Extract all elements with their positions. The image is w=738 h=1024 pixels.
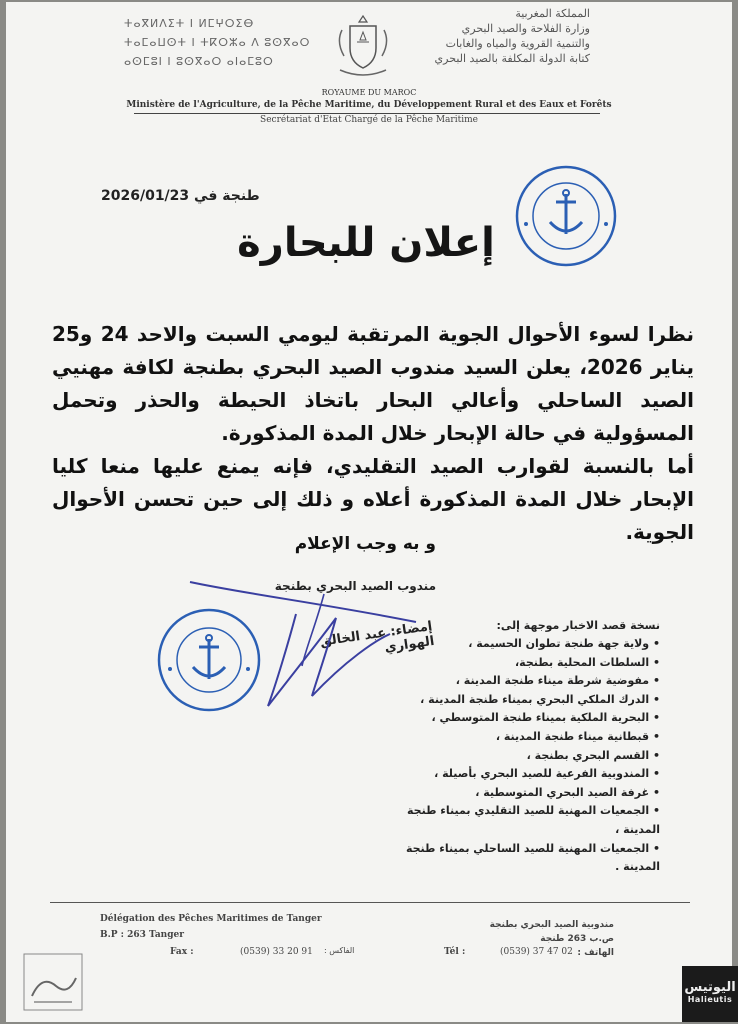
- halieutis-logo-icon: [22, 952, 84, 1012]
- notice-paragraph-1: نظرا لسوء الأحوال الجوية المرتقبة ليومي السبت والاحد 24 و25 يناير 2026، يعلن السيد مندوب الصيد البحري بطنجة لكافة مهنيي الصيد الساحلي وأعالي البحار باتخاذ الحيطة والحذر وتحمل المسؤولية في حالة الإبحار خلال المدة المذكورة.: [52, 322, 694, 445]
- list-item: • البحرية الملكية بميناء طنجة المتوسطي ،: [386, 709, 660, 728]
- watermark-logo: [682, 966, 738, 1022]
- list-item: • الدرك الملكي البحري بميناء طنجة المدينة ،: [386, 691, 660, 710]
- list-item: • غرفة الصيد البحري المتوسطية ،: [386, 784, 660, 803]
- footer-fax-number: (0539) 33 20 91: [240, 947, 313, 957]
- notice-paragraph-2: أما بالنسبة لقوارب الصيد التقليدي، فإنه يمنع عليها منعا كليا الإبحار خلال المدة المذكورة أعلاه و ذلك إلى حين تحسن الأحوال الجوية.: [52, 454, 694, 544]
- closing-line: و به وجب الإعلام: [294, 534, 436, 554]
- coat-of-arms-icon: [332, 12, 394, 78]
- copies-list: [386, 619, 660, 877]
- footer-arabic-line: ص.ب 263 طنجة: [540, 934, 614, 944]
- document-page: [6, 2, 732, 1022]
- notice-body: [52, 318, 694, 549]
- footer-po-box: B.P : 263 Tanger: [100, 930, 184, 940]
- list-item: • القسم البحري بطنجة ،: [386, 747, 660, 766]
- official-stamp-icon: [514, 164, 618, 268]
- header-tifinagh: [124, 14, 324, 71]
- header-tifinagh-line: ⵜⴰⴳⵍⴷⵉⵜ ⵏ ⵍⵎⵖⵔⵉⴱ: [124, 17, 255, 30]
- footer-delegation: Délégation des Pêches Maritimes de Tanger: [100, 914, 322, 924]
- footer-fax-label-arabic: الفاكس :: [324, 946, 355, 955]
- footer-divider: [50, 902, 690, 903]
- ministry-label: Ministère de l'Agriculture, de la Pêche Maritime, du Développement Rural et des Eaux et Forêts: [126, 100, 612, 110]
- notice-title: إعلان للبحارة: [237, 220, 495, 266]
- watermark-latin: Halieutis: [687, 995, 733, 1004]
- list-item: • قبطانية ميناء طنجة المدينة ،: [386, 728, 660, 747]
- footer-arabic-line: مندوبية الصيد البحري بطنجة: [489, 920, 614, 930]
- kingdom-label: ROYAUME DU MAROC: [321, 88, 417, 97]
- secretariat-label: Secrétariat d'Etat Chargé de la Pêche Maritime: [260, 115, 478, 125]
- footer-arabic: [464, 918, 614, 960]
- list-item: • المندوبية الفرعية للصيد البحري بأصيلة ،: [386, 765, 660, 784]
- header-arabic-line: والتنمية القروية والمياه والغابات: [445, 37, 590, 50]
- header-arabic-line: المملكة المغربية: [515, 7, 590, 20]
- list-item: • الجمعيات المهنية للصيد التقليدي بميناء طنجة المدينة ،: [386, 802, 660, 839]
- header-tifinagh-line: ⵜⴰⵎⴰⵡⵙⵜ ⵏ ⵜⴽⵔⵣⴰ ⴷ ⵓⵙⴳⴰⵔ: [124, 36, 311, 49]
- header-arabic-line: وزارة الفلاحة والصيد البحري: [461, 22, 590, 35]
- watermark-arabic: اليوتيس: [684, 980, 736, 995]
- list-item: • ولاية جهة طنجة تطوان الحسيمة ،: [386, 635, 660, 654]
- list-item: • الجمعيات المهنية للصيد الساحلي بميناء طنجة المدينة .: [386, 840, 660, 877]
- header-divider: [134, 113, 600, 114]
- list-item: • السلطات المحلية بطنجة،: [386, 654, 660, 673]
- footer-arabic-line: الهاتف :: [577, 948, 614, 958]
- footer-fax-label: Fax :: [170, 947, 194, 957]
- signatory-title: مندوب الصيد البحري بطنجة: [274, 579, 436, 593]
- list-item: • مفوضية شرطة ميناء طنجة المدينة ،: [386, 672, 660, 691]
- footer-tel-label: Tél :: [444, 947, 466, 957]
- header-arabic-line: كتابة الدولة المكلفة بالصيد البحري: [434, 52, 590, 65]
- copies-title: نسخة قصد الاخبار موجهة إلى:: [496, 619, 660, 632]
- header-tifinagh-line: ⴰⵙⵎⵓⵏ ⵏ ⵓⵙⴳⴰⵔ ⴰⵏⴰⵎⵓⵔ: [124, 55, 274, 68]
- signatory-name: إمضاء: عبد الخالق الهواري: [319, 619, 436, 656]
- footer-tel-number: (0539) 37 47 02: [500, 947, 573, 957]
- header-arabic: [390, 6, 590, 66]
- document-date: طنجة في 2026/01/23: [101, 188, 260, 204]
